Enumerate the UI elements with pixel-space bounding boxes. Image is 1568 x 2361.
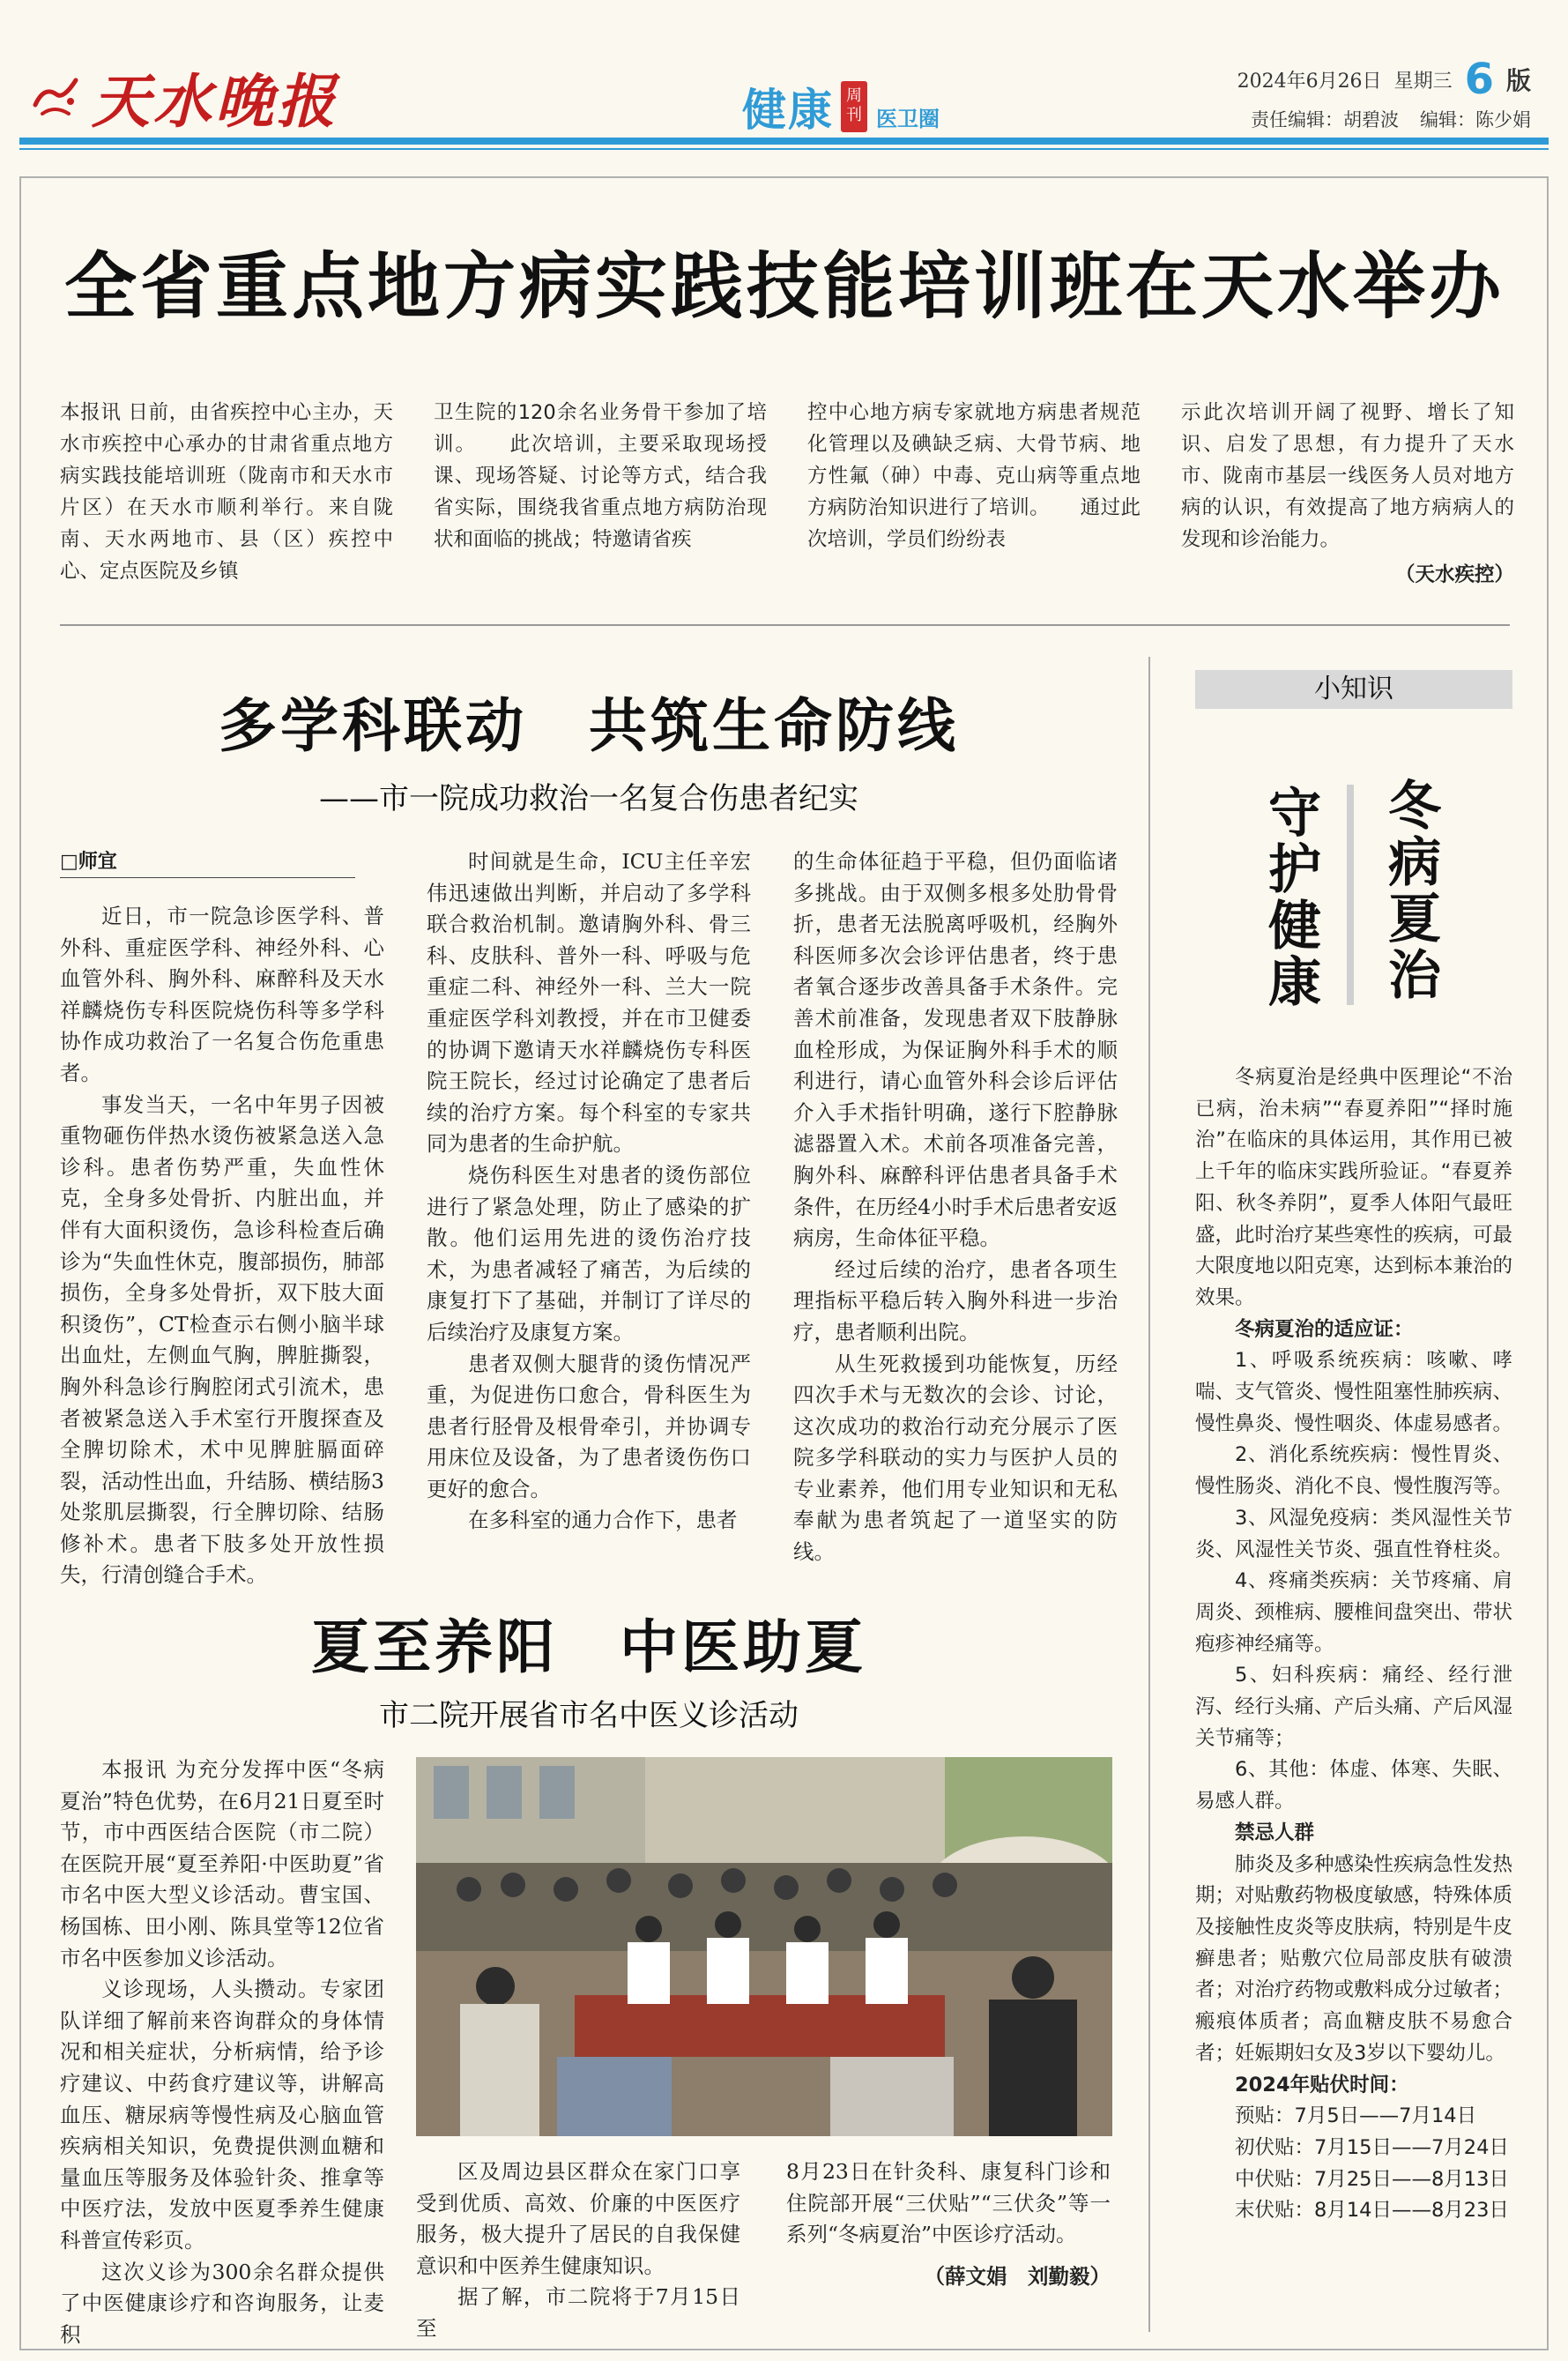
story1-col-3: 控中心地方病专家就地方病患者规范化管理以及碘缺乏病、大骨节病、地方性氟（砷）中毒、克山病等重点地方病防治知识进行了培训。 通过此次培训，学员们纷纷表 [807, 401, 1141, 551]
story2-col-1 [60, 883, 384, 1591]
schedule-item: 中伏贴：7月25日——8月13日 [1235, 2167, 1509, 2191]
indication-item: 2、消化系统疾病：慢性胃炎、慢性肠炎、消化不良、慢性腹泻等。 [1195, 1443, 1513, 1499]
chief-editor: 责任编辑：胡碧波 [1251, 109, 1399, 130]
section-title: 健康 [742, 85, 834, 136]
contra-text: 肺炎及多种感染性疾病急性发热期；对贴敷药物极度敏感，特殊体质及接触性皮炎等皮肤病，特别是牛皮癣患者；贴敷穴位局部皮肤有破溃者；对治疗药物或敷料成分过敏者；瘢痕体质者；高血糖皮肤不易愈合者；妊娠期妇女及3岁以下婴幼儿。 [1195, 1852, 1513, 2065]
sidebar-label: 小知识 [1195, 670, 1512, 709]
sidebar-body [1195, 1062, 1512, 2227]
story2-byline: □师宜 [60, 846, 355, 878]
paragraph: 患者双侧大腿背的烫伤情况严重，为促进伤口愈合，骨科医生为患者行胫骨及根骨牵引，并协调专用床位及设备，为了患者烫伤伤口更好的愈合。 [427, 1351, 751, 1501]
story1-col-4-text: 示此次培训开阔了视野、增长了知识、启发了思想，有力提升了天水市、陇南市基层一线医务人员对地方病的认识，有效提高了地方病病人的发现和诊治能力。 [1181, 401, 1514, 551]
paragraph: 在多科室的通力合作下，患者 [468, 1508, 738, 1533]
schedule-item: 预贴：7月5日——7月14日 [1235, 2104, 1477, 2128]
story2-title: 多学科联动 共筑生命防线 [219, 691, 959, 760]
indication-item: 5、妇科疾病：痛经、经行泄泻、经行头痛、产后头痛、产后风湿关节痛等； [1195, 1664, 1513, 1750]
indication-item: 3、风湿免疫病：类风湿性关节炎、风湿性关节炎、强直性脊柱炎。 [1195, 1506, 1513, 1561]
story1-col-4 [1181, 397, 1514, 595]
story2-col-3 [793, 846, 1118, 1591]
paragraph: 区及周边县区群众在家门口享受到优质、高效、价廉的中医医疗服务，极大提升了居民的自我保健意识和中医养生健康知识。 [416, 2159, 740, 2278]
story1-body [60, 397, 1514, 595]
logo-mark-icon [30, 70, 85, 124]
paragraph: 义诊现场，人头攒动。专家团队详细了解前来咨询群众的身体情况和相关症状，分析病情，给予诊疗建议、中药食疗建议等，讲解高血压、糖尿病等慢性病及心脑血管疾病相关知识，免费提供测血糖和量血压等服务及体验针灸、推拿等中医疗法，发放中医夏季养生健康科普宣传彩页。 [60, 1977, 384, 2253]
page-unit: 版 [1505, 66, 1531, 95]
story3-title: 夏至养阳 中医助夏 [311, 1612, 866, 1681]
sidebar-title-left: 守护健康 [1260, 785, 1321, 1010]
paragraph: 的生命体征趋于平稳，但仍面临诸多挑战。由于双侧多根多处肋骨骨折，患者无法脱离呼吸机，经胸外科医师多次会诊评估患者，终于患者氧合逐步改善具备手术条件。完善术前准备，发现患者双下肢静脉血栓形成，为保证胸外科手术的顺利进行，请心血管外科会诊后评估介入手术指针明确，遂行下腔静脉滤器置入术。术前各项准备完善，胸外科、麻醉科评估患者具备手术条件，在历经4小时手术后患者安返病房，生命体征平稳。 [793, 849, 1118, 1251]
schedule-item: 初伏贴：7月15日——7月24日 [1235, 2135, 1509, 2159]
clinic-event-photo [416, 1757, 1112, 2136]
paragraph: 事发当天，一名中年男子因被重物砸伤伴热水烫伤被紧急送入急诊科。患者伤势严重，失血性休克，全身多处骨折、内脏出血，并伴有大面积烫伤，急诊科检查后确诊为“失血性休克，腹部损伤，肺部损伤，全身多处骨折，双下肢大面积烫伤”，CT检查示右侧小脑半球出血灶，左侧血气胸，脾脏撕裂，胸外科急诊行胸腔闭式引流术，患者被紧急送入手术室行开腹探查及全脾切除术，术中见脾脏膈面碎裂，活动性出血，升结肠、横结肠3处浆肌层撕裂，行全脾切除、结肠修补术。患者下肢多处开放性损失，行清创缝合手术。 [60, 1091, 384, 1588]
story1-credit: （天水疾控） [1394, 563, 1514, 586]
story1-divider [60, 624, 1510, 626]
newspaper-logo [30, 55, 338, 138]
story1-col-1: 本报讯 日前，由省疾控中心主办，天水市疾控中心承办的甘肃省重点地方病实践技能培训班（陇南市和天水市片区）在天水市顺利举行。来自陇南、天水两地市、县（区）疾控中心、定点医院及乡镇 [60, 401, 393, 583]
story3-col-3 [786, 2156, 1111, 2292]
story2-subtitle: ——市一院成功救治一名复合伤患者纪实 [319, 781, 858, 816]
contra-heading: 禁忌人群 [1235, 1821, 1315, 1844]
story3-col-1 [60, 1754, 384, 2350]
story1-headline: 全省重点地方病实践技能培训班在天水举办 [63, 245, 1505, 329]
page-number: 6 [1464, 55, 1494, 104]
sidebar-divider [1148, 657, 1150, 2332]
issue-date: 2024年6月26日 [1237, 70, 1382, 93]
paragraph: 8月23日在针灸科、康复科门诊和住院部开展“三伏贴”“三伏灸”等一系列“冬病夏治”中医诊疗活动。 [786, 2159, 1111, 2247]
paragraph: 本报讯 为充分发挥中医“冬病夏治”特色优势，在6月21日夏至时节，市中西医结合医院（市二院）在医院开展“夏至养阳·中医助夏”省市名中医大型义诊活动。曹宝国、杨国栋、田小刚、陈具堂等12位省市名中医参加义诊活动。 [60, 1757, 384, 1970]
sidebar-intro: 冬病夏治是经典中医理论“不治已病，治未病”“春夏养阳”“择时施治”在临床的具体运用，其作用已被上千年的临床实践所验证。“春夏养阳、秋冬养阴”，夏季人体阳气最旺盛，此时治疗某些寒性的疾病，可最大限度地以阳克寒，达到标本兼治的效果。 [1195, 1066, 1513, 1309]
editor: 编辑：陈少娟 [1420, 109, 1531, 130]
paragraph: 近日，市一院急诊医学科、普外科、重症医学科、神经外科、心血管外科、胸外科、麻醉科及天水祥麟烧伤专科医院烧伤科等多学科协作成功救治了一名复合伤危重患者。 [60, 904, 384, 1085]
masthead [19, 42, 1549, 148]
logo-text: 天水晚报 [92, 67, 338, 136]
indication-item: 1、呼吸系统疾病：咳嗽、哮喘、支气管炎、慢性阻塞性肺疾病、慢性鼻炎、慢性咽炎、体虚易感者。 [1195, 1349, 1513, 1435]
indication-item: 4、疼痛类疾病：关节疼痛、肩周炎、颈椎病、腰椎间盘突出、带状疱疹神经痛等。 [1195, 1569, 1513, 1656]
schedule-heading: 2024年贴伏时间： [1235, 2073, 1409, 2097]
date-line [1237, 55, 1531, 104]
editors [1251, 106, 1531, 132]
masthead-rule-thin [19, 148, 1549, 150]
paragraph: 时间就是生命，ICU主任辛宏伟迅速做出判断，并启动了多学科联合救治机制。邀请胸外科、骨三科、皮肤科、普外一科、呼吸与危重症二科、神经外一科、兰大一院重症医学科刘教授，并在市卫健委的协调下邀请天水祥麟烧伤专科医院王院长，经过讨论确定了患者后续的治疗方案。每个科室的专家共同为患者的生命护航。 [427, 849, 751, 1157]
story3-credit: （薛文娟 刘勤毅） [924, 2263, 1111, 2289]
issue-weekday: 星期三 [1393, 70, 1453, 93]
indication-item: 6、其他：体虚、体寒、失眠、易感人群。 [1195, 1758, 1512, 1814]
indications-heading: 冬病夏治的适应证： [1235, 1317, 1414, 1341]
story2-col-2 [427, 846, 751, 1591]
sidebar-title-right: 冬病夏治 [1379, 778, 1441, 1003]
paragraph: 烧伤科医生对患者的烫伤部位进行了紧急处理，防止了感染的扩散。他们运用先进的烫伤治疗技术，为患者减轻了痛苦，为后续的康复打下了基础，并制订了详尽的后续治疗及康复方案。 [427, 1162, 751, 1344]
section-mark [742, 81, 940, 136]
masthead-rule [19, 138, 1549, 145]
paragraph: 这次义诊为300余名群众提供了中医健康诊疗和咨询服务，让麦积 [60, 2259, 384, 2347]
paragraph: 经过后续的治疗，患者各项生理指标平稳后转入胸外科进一步治疗，患者顺利出院。 [793, 1256, 1118, 1344]
section-subtitle: 医卫圈 [876, 107, 940, 131]
story3-col-2 [416, 2156, 740, 2345]
schedule-item: 末伏贴：8月14日——8月23日 [1235, 2199, 1509, 2223]
section-seal: 周刊 [841, 81, 867, 132]
story3-subtitle: 市二院开展省市名中医义诊活动 [379, 1698, 799, 1733]
story1-col-2: 卫生院的120余名业务骨干参加了培训。 此次培训，主要采取现场授课、现场答疑、讨论等方式，结合我省实际，围绕我省重点地方病防治现状和面临的挑战；特邀请省疾 [434, 401, 767, 551]
sidebar-title-bar [1347, 785, 1354, 1005]
paragraph: 从生死救援到功能恢复，历经四次手术与无数次的会诊、讨论，这次成功的救治行动充分展示了医院多学科联动的实力与医护人员的专业素养，他们用专业知识和无私奉献为患者筑起了一道坚实的防线。 [793, 1351, 1118, 1565]
paragraph: 据了解，市二院将于7月15日至 [416, 2284, 740, 2341]
